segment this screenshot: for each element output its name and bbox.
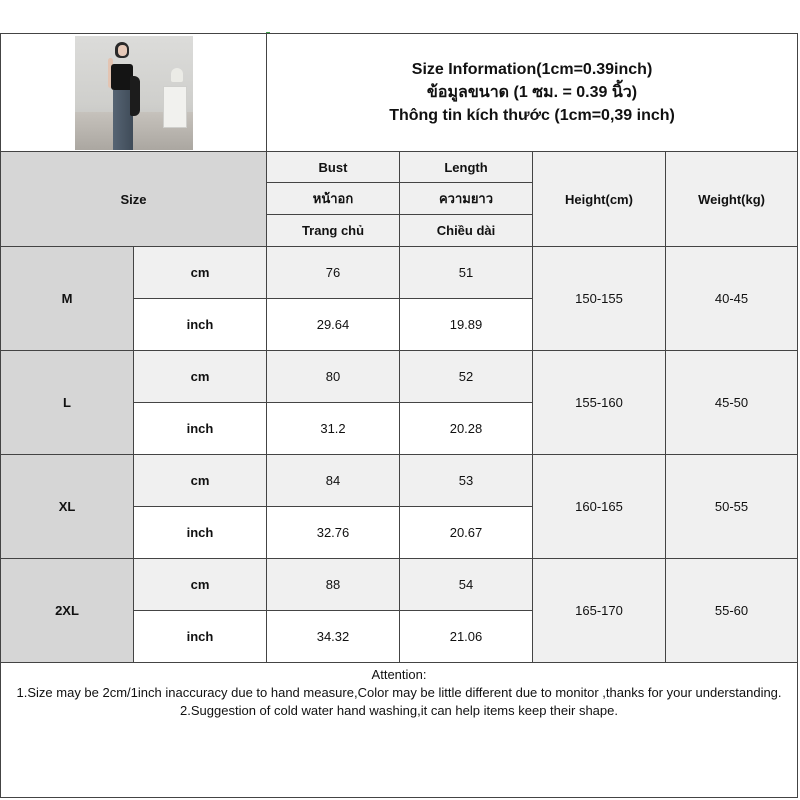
weight-value: 45-50	[666, 351, 798, 455]
unit-inch: inch	[134, 507, 267, 559]
length-inch-value: 20.28	[400, 403, 533, 455]
title-line-thai: ข้อมูลขนาด (1 ซม. = 0.39 นิ้ว)	[426, 84, 638, 101]
unit-cm: cm	[134, 559, 267, 611]
height-header: Height(cm)	[533, 152, 666, 247]
bust-header-vi: Trang chủ	[267, 215, 400, 247]
length-inch-value: 19.89	[400, 299, 533, 351]
attention-heading: Attention:	[371, 667, 427, 682]
size-label: L	[1, 351, 134, 455]
bust-inch-value: 32.76	[267, 507, 400, 559]
size-info-title	[267, 34, 798, 152]
unit-cm: cm	[134, 455, 267, 507]
weight-value: 55-60	[666, 559, 798, 663]
size-chart-table	[0, 33, 798, 798]
title-line-vietnamese: Thông tin kích thước (1cm=0,39 inch)	[389, 107, 675, 124]
bust-cm-value: 80	[267, 351, 400, 403]
bust-inch-value: 29.64	[267, 299, 400, 351]
bust-inch-value: 34.32	[267, 611, 400, 663]
title-line-english: Size Information(1cm=0.39inch)	[411, 61, 653, 78]
weight-value: 50-55	[666, 455, 798, 559]
unit-inch: inch	[134, 611, 267, 663]
product-photo-cell	[1, 34, 267, 152]
length-cm-value: 53	[400, 455, 533, 507]
unit-inch: inch	[134, 403, 267, 455]
bust-cm-value: 76	[267, 247, 400, 299]
product-photo	[75, 36, 193, 150]
size-label: M	[1, 247, 134, 351]
length-cm-value: 54	[400, 559, 533, 611]
length-header-vi: Chiều dài	[400, 215, 533, 247]
bust-header-en: Bust	[267, 152, 400, 183]
bust-header-th: หน้าอก	[267, 183, 400, 215]
height-value: 155-160	[533, 351, 666, 455]
attention-notes	[1, 663, 798, 798]
length-inch-value: 21.06	[400, 611, 533, 663]
height-value: 165-170	[533, 559, 666, 663]
weight-value: 40-45	[666, 247, 798, 351]
unit-inch: inch	[134, 299, 267, 351]
bust-cm-value: 84	[267, 455, 400, 507]
size-label: XL	[1, 455, 134, 559]
size-header: Size	[1, 152, 267, 247]
weight-header: Weight(kg)	[666, 152, 798, 247]
unit-cm: cm	[134, 247, 267, 299]
height-value: 160-165	[533, 455, 666, 559]
length-cm-value: 52	[400, 351, 533, 403]
length-header-en: Length	[400, 152, 533, 183]
length-header-th: ความยาว	[400, 183, 533, 215]
unit-cm: cm	[134, 351, 267, 403]
length-inch-value: 20.67	[400, 507, 533, 559]
bust-inch-value: 31.2	[267, 403, 400, 455]
attention-note-1: 1.Size may be 2cm/1inch inaccuracy due to hand measure,Color may be little different due to monitor ,thanks for your understanding.	[16, 685, 782, 700]
bust-cm-value: 88	[267, 559, 400, 611]
length-cm-value: 51	[400, 247, 533, 299]
height-value: 150-155	[533, 247, 666, 351]
attention-note-2: 2.Suggestion of cold water hand washing,it can help items keep their shape.	[180, 703, 618, 718]
size-label: 2XL	[1, 559, 134, 663]
